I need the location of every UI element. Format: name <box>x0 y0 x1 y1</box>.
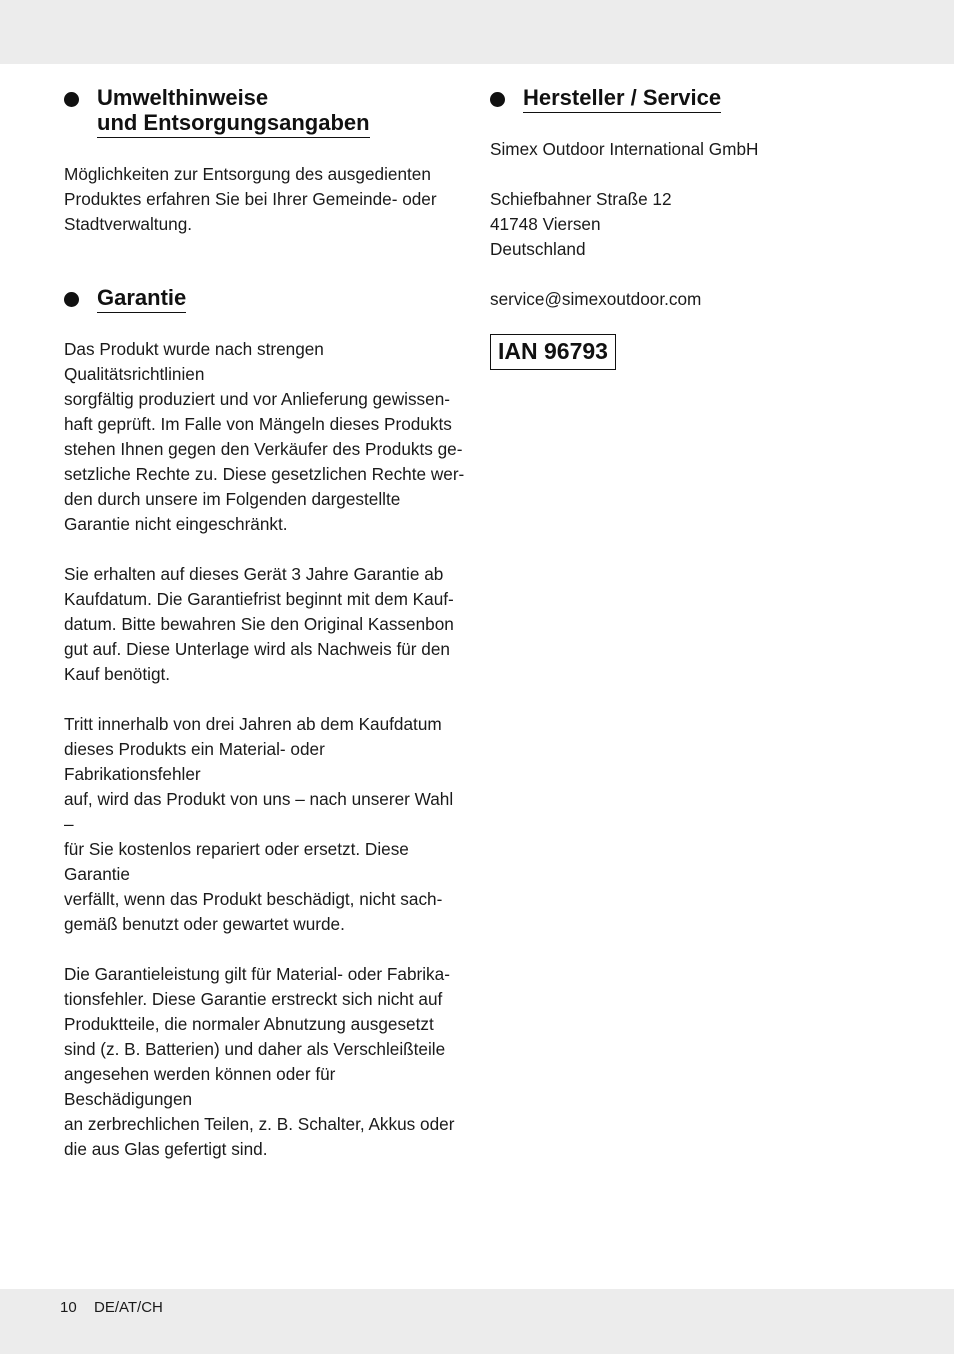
bullet-icon <box>64 92 79 107</box>
ian-wrapper <box>490 334 910 370</box>
left-column <box>64 84 466 1162</box>
service-email[interactable]: service@simexoutdoor.com <box>490 289 702 309</box>
garantie-paragraph-1: Das Produkt wurde nach strengen Qualitätsrichtlinien sorgfältig produziert und vor Anlieferung gewissen- haft geprüft. Im Falle von Mängeln dieses Produkts stehen Ihnen gegen den Verkäufer des Produkts ge- setzliche Rechte zu. Diese gesetzlichen Rechte wer- den durch unsere im Folgenden dargestellte Garantie nicht eingeschränkt. <box>64 339 465 534</box>
heading-umwelt-line1: Umwelthinweise <box>97 85 269 110</box>
right-column <box>490 84 910 370</box>
section-heading-hersteller <box>490 85 910 113</box>
garantie-paragraph-2: Sie erhalten auf dieses Gerät 3 Jahre Garantie ab Kaufdatum. Die Garantiefrist beginnt mit dem Kauf- datum. Bitte bewahren Sie den Original Kassenbon gut auf. Diese Unterlage wird als Nachweis für den Kauf benötigt. <box>64 564 454 684</box>
heading-hersteller-text: Hersteller / Service <box>523 85 721 113</box>
heading-garantie-text: Garantie <box>97 285 186 313</box>
garantie-paragraph-3: Tritt innerhalb von drei Jahren ab dem Kaufdatum dieses Produkts ein Material- oder Fabrikationsfehler auf, wird das Produkt von uns – nach unserer Wahl – für Sie kostenlos repariert oder ersetzt. Diese Garantie verfällt, wenn das Produkt beschädigt, nicht sach- gemäß benutzt oder gewartet wurde. <box>64 714 454 934</box>
ian-number: IAN 96793 <box>490 334 616 370</box>
garantie-paragraph-4: Die Garantieleistung gilt für Material- oder Fabrika- tionsfehler. Diese Garantie erstreckt sich nicht auf Produktteile, die normaler Abnutzung ausgesetzt sind (z. B. Batterien) und daher als Verschleißteile angesehen werden können oder für Beschädigungen an zerbrechlichen Teilen, z. B. Schalter, Akkus oder die aus Glas gefertigt sind. <box>64 964 455 1159</box>
bullet-icon <box>64 292 79 307</box>
umwelt-text: Möglichkeiten zur Entsorgung des ausgedienten Produktes erfahren Sie bei Ihrer Gemeinde- oder Stadtverwaltung. <box>64 164 437 234</box>
section-heading-garantie <box>64 285 466 313</box>
heading-umwelt-line2: und Entsorgungsangaben <box>97 110 370 135</box>
header-band <box>0 0 954 64</box>
company-name: Simex Outdoor International GmbH <box>490 139 759 159</box>
section-heading-umwelt <box>64 85 466 138</box>
page-number: 10 <box>60 1299 77 1316</box>
address-street: Schiefbahner Straße 12 <box>490 189 672 209</box>
heading-umwelt-text <box>97 85 370 138</box>
language-code: DE/AT/CH <box>94 1299 163 1316</box>
address-country: Deutschland <box>490 239 586 259</box>
address-city: 41748 Viersen <box>490 214 601 234</box>
bullet-icon <box>490 92 505 107</box>
